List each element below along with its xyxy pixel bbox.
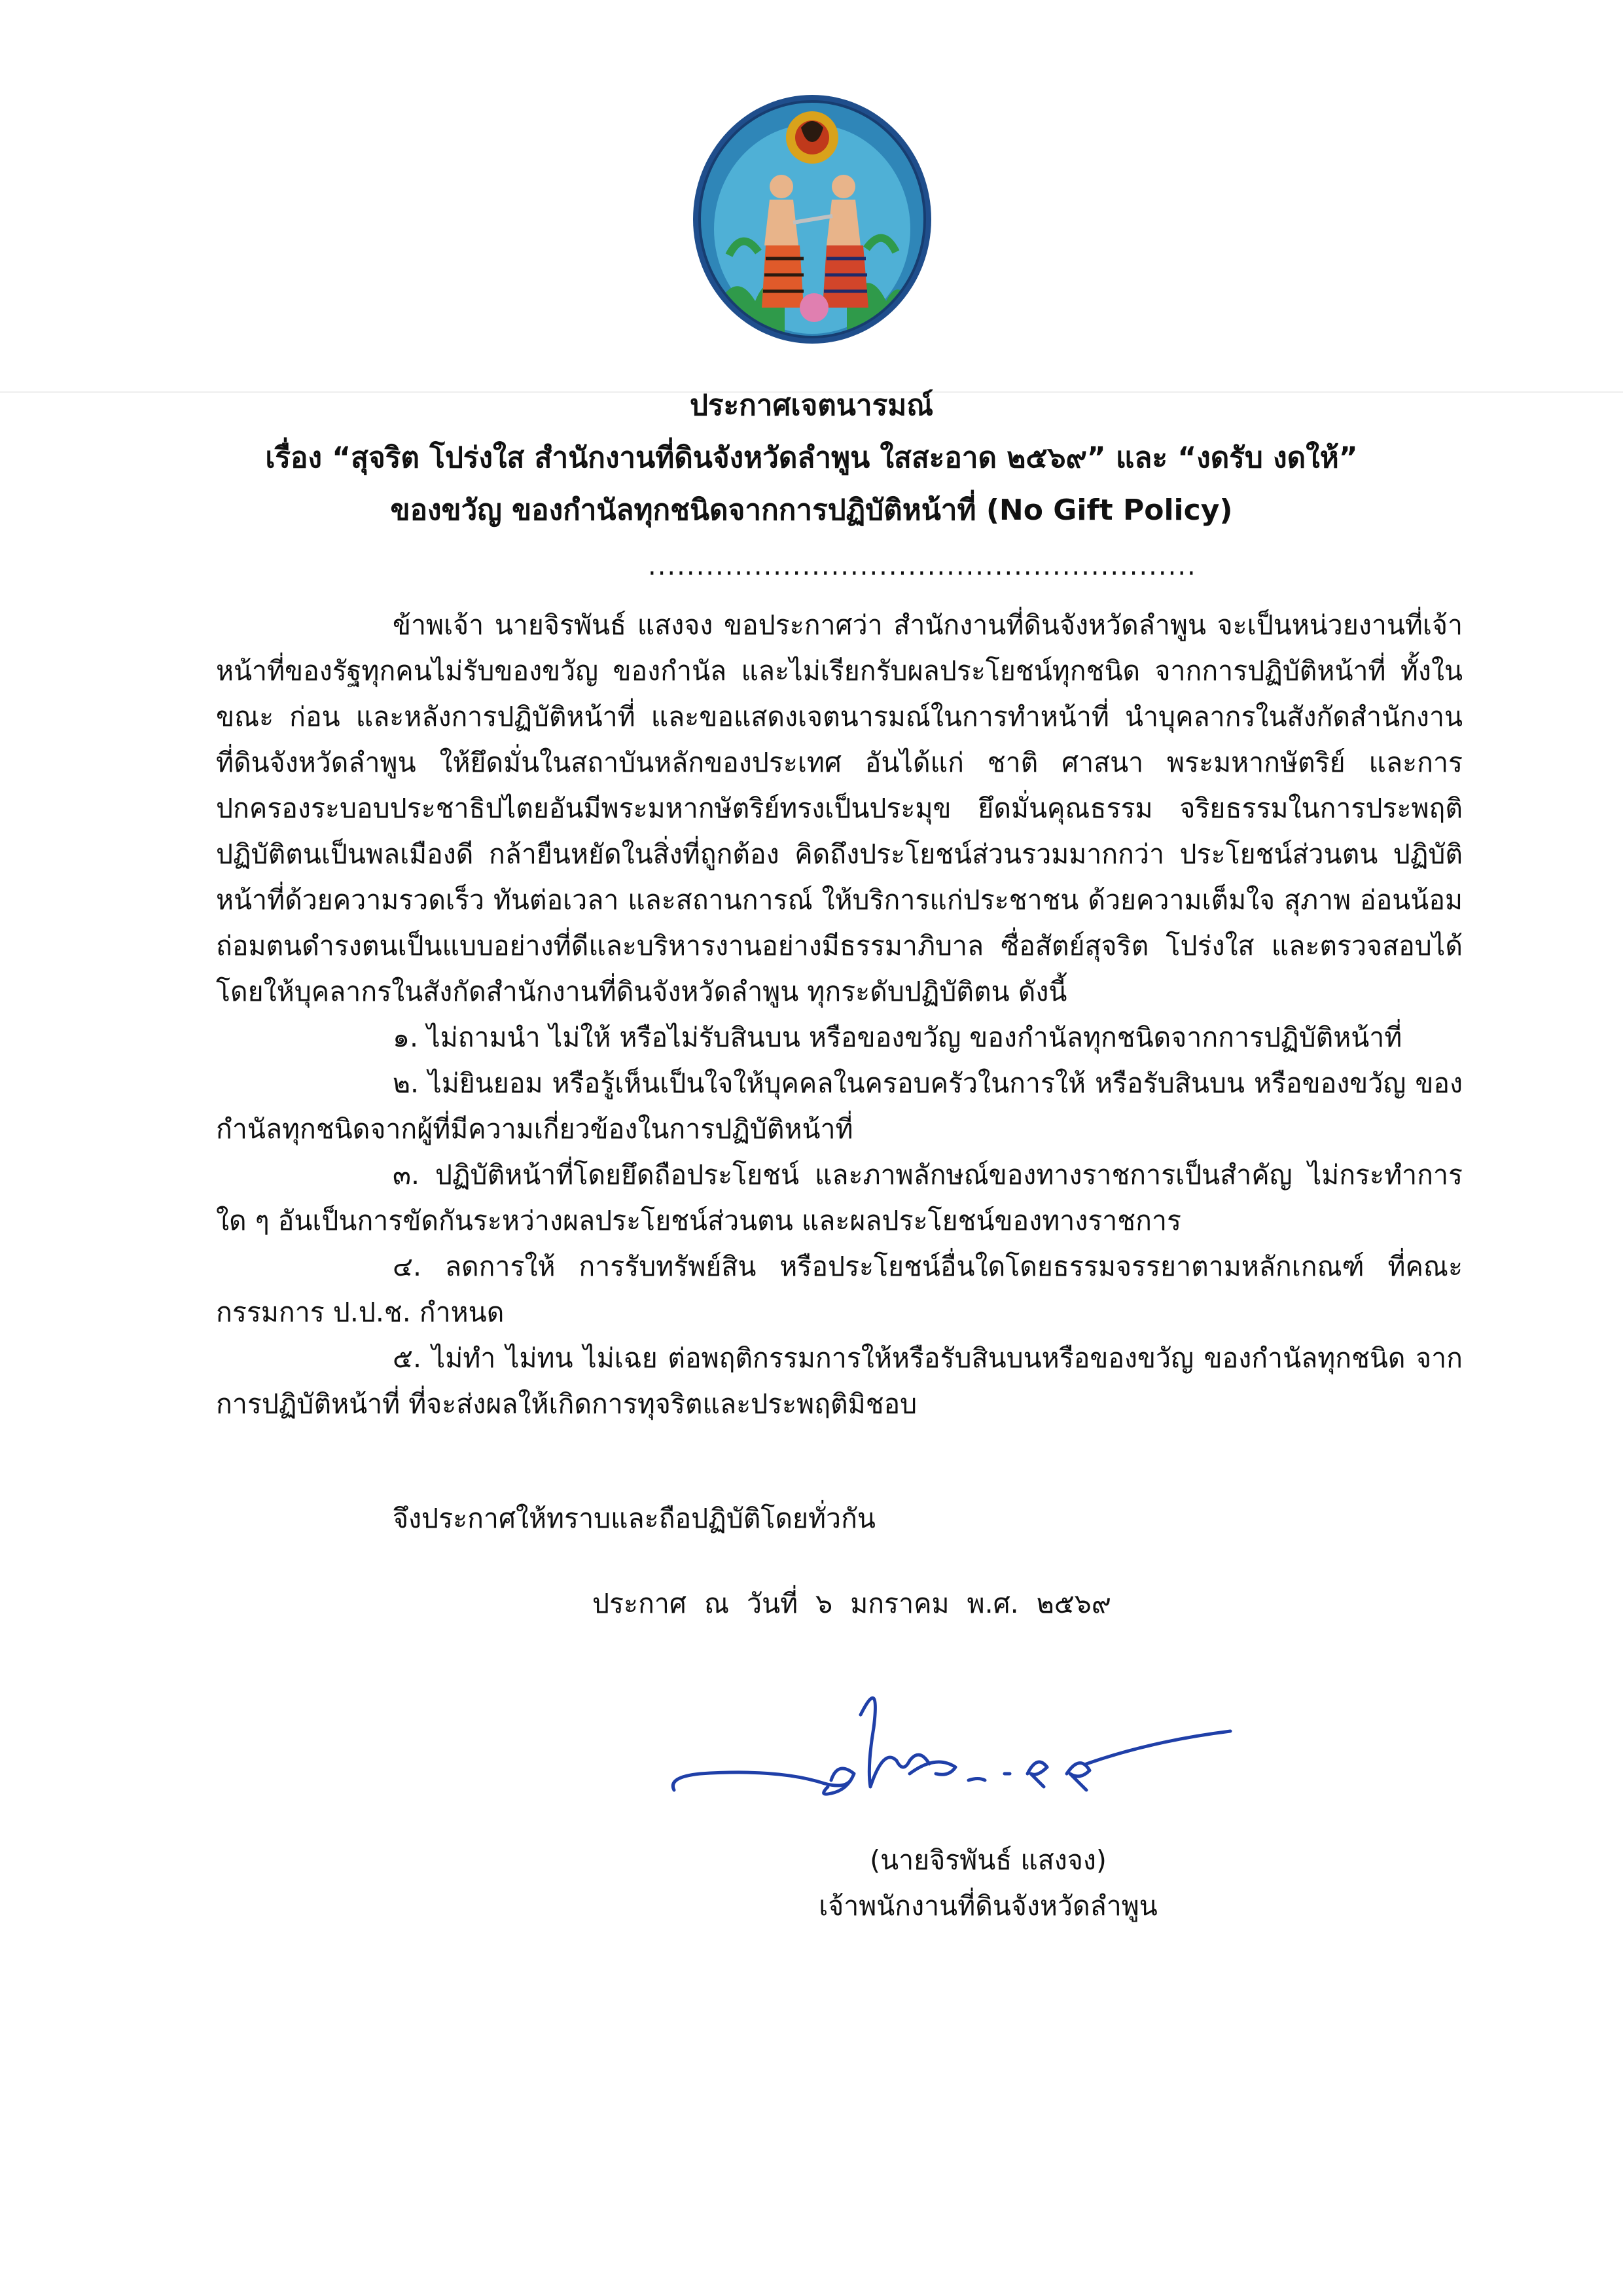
list-item: ๑. ไม่ถามนำ ไม่ให้ หรือไม่รับสินบน หรือของขวัญ ของกำนัลทุกชนิดจากการปฏิบัติหน้าที่ (393, 1022, 1402, 1053)
announcement-date: ประกาศ ณ วันที่ ๖ มกราคม พ.ศ. ๒๕๖๙ (592, 1588, 1111, 1619)
list-item: ๔. ลดการให้ การรับทรัพย์สิน หรือประโยชน์อื่นใดโดยธรรมจรรยาตามหลักเกณฑ์ ที่คณะกรรมการ ป.ป.ช. กำหนด (216, 1251, 1463, 1328)
closing-statement: จึงประกาศให้ทราบและถือปฏิบัติโดยทั่วกัน (393, 1503, 876, 1534)
handwritten-signature (661, 1676, 1237, 1820)
list-item: ๒. ไม่ยินยอม หรือรู้เห็นเป็นใจให้บุคคลในครอบครัวในการให้ หรือรับสินบน หรือของขวัญ ของกำนัลทุกชนิดจากผู้ที่มีความเกี่ยวข้องในการปฏิบัติหน้าที่ (216, 1067, 1463, 1145)
provincial-seal-icon (690, 92, 935, 347)
list-item: ๓. ปฏิบัติหน้าที่โดยยึดถือประโยชน์ และภาพลักษณ์ของทางราชการเป็นสำคัญ ไม่กระทำการใด ๆ อันเป็นการขัดกันระหว่างผลประโยชน์ส่วนตน และผลประโยชน์ของทางราชการ (216, 1159, 1463, 1236)
signer-position: เจ้าพนักงานที่ดินจังหวัดลำพูน (819, 1890, 1158, 1922)
intro-paragraph: ข้าพเจ้า นายจิรพันธ์ แสงจง ขอประกาศว่า สำนักงานที่ดินจังหวัดลำพูน จะเป็นหน่วยงานที่เจ้าหน้าที่ของรัฐทุกคนไม่รับของขวัญ ของกำนัล และไม่เรียกรับผลประโยชน์ทุกชนิด จากการปฏิบัติหน้าที่ ทั้งในขณะ ก่อน และหลังการปฏิบัติหน้าที่ และขอแสดงเจตนารมณ์ในการทำหน้าที่ นำบุคลากรในสังกัดสำนักงานที่ดินจังหวัดลำพูน ให้ยึดมั่นในสถาบันหลักของประเทศ อันได้แก่ ชาติ ศาสนา พระมหากษัตริย์ และการปกครองระบอบประชาธิปไตยอันมีพระมหากษัตริย์ทรงเป็นประมุข ยึดมั่นคุณธรรม จริยธรรมในการประพฤติปฏิบัติตนเป็นพลเมืองดี กล้ายืนหยัดในสิ่งที่ถูกต้อง คิดถึงประโยชน์ส่วนรวมมากกว่า ประโยชน์ส่วนตน ปฏิบัติหน้าที่ด้วยความรวดเร็ว ทันต่อเวลา และสถานการณ์ ให้บริการแก่ประชาชน ด้วยความเต็มใจ สุภาพ อ่อนน้อมถ่อมตนดำรงตนเป็นแบบอย่างที่ดีและบริหารงานอย่างมีธรรมาภิบาล ซื่อสัตย์สุจริต โปร่งใส และตรวจสอบได้ โดยให้บุคลากรในสังกัดสำนักงานที่ดินจังหวัดลำพูน ทุกระดับปฏิบัติตน ดังนี้ (216, 609, 1463, 1007)
list-item: ๕. ไม่ทำ ไม่ทน ไม่เฉย ต่อพฤติกรรมการให้หรือรับสินบนหรือของขวัญ ของกำนัลทุกชนิด จากการปฏิบัติหน้าที่ ที่จะส่งผลให้เกิดการทุจริตและประพฤติมิชอบ (216, 1342, 1463, 1420)
announcement-body (216, 602, 1463, 1427)
title-subject: เรื่อง “สุจริต โปร่งใส สำนักงานที่ดินจังหวัดลำพูน ใสสะอาด ๒๕๖๙” และ “งดรับ งดให้” (265, 441, 1358, 475)
announcement-title (131, 380, 1492, 537)
signer-name: (นายจิรพันธ์ แสงจง) (870, 1844, 1107, 1876)
title-subject-cont: ของขวัญ ของกำนัลทุกชนิดจากการปฏิบัติหน้าที่ (No Gift Policy) (390, 493, 1233, 527)
title-heading: ประกาศเจตนารมณ์ (689, 389, 934, 422)
title-separator: ......................................................... (648, 551, 1197, 581)
